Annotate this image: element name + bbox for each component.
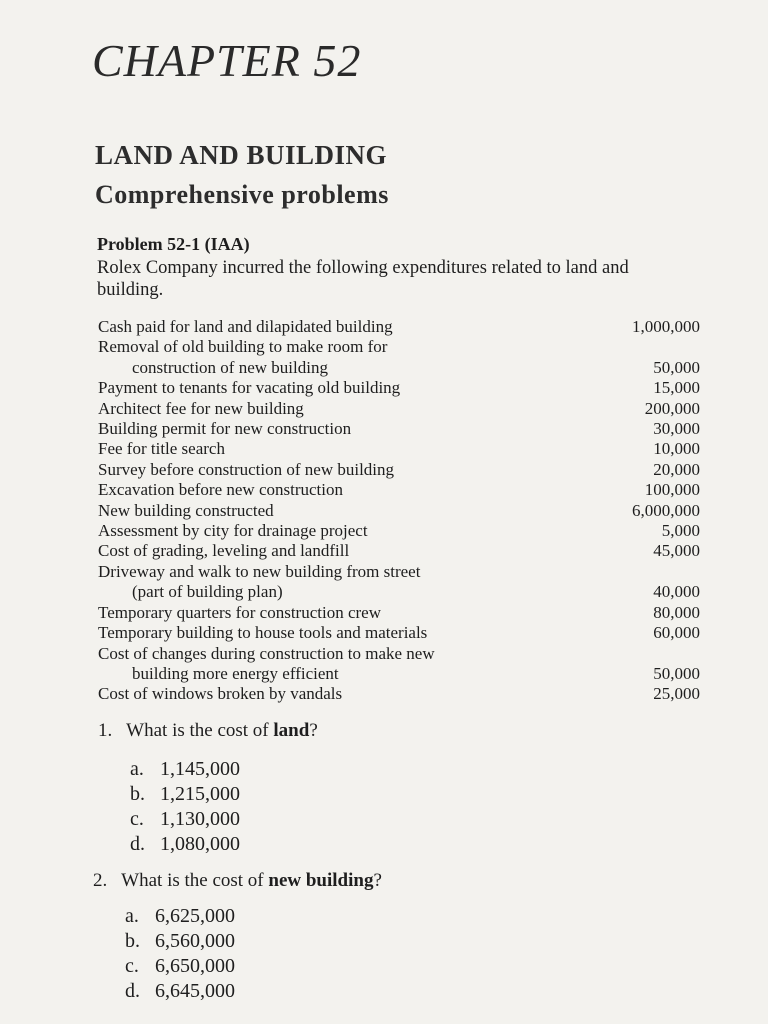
expenditure-description: Building permit for new construction	[98, 419, 352, 439]
question-suffix: ?	[373, 870, 382, 891]
expenditure-description: Temporary building to house tools and materials	[98, 623, 428, 643]
expenditure-description: New building constructed	[98, 500, 274, 520]
choice-letter: b.	[130, 783, 145, 805]
choice-letter: d.	[125, 980, 140, 1002]
expenditure-description: Cost of grading, leveling and landfill	[98, 541, 350, 561]
expenditure-amount: 5,000	[661, 521, 700, 541]
expenditure-description: Architect fee for new building	[98, 398, 304, 418]
question-emphasis: new building	[268, 870, 374, 891]
expenditure-amount: 50,000	[653, 663, 700, 683]
expenditure-row	[98, 541, 706, 561]
expenditure-description: Payment to tenants for vacating old building	[98, 378, 401, 398]
expenditure-description: Cost of changes during construction to make new	[98, 643, 435, 663]
expenditure-row	[98, 644, 706, 664]
question-emphasis: land	[273, 720, 310, 741]
question-suffix: ?	[309, 720, 318, 741]
expenditure-amount: 45,000	[653, 541, 700, 561]
expenditure-description: Excavation before new construction	[98, 480, 343, 500]
expenditure-row	[98, 317, 706, 337]
question-text: What is the cost of	[121, 870, 269, 891]
choice-value: 1,080,000	[160, 833, 240, 855]
expenditure-description: Temporary quarters for construction crew	[98, 602, 381, 622]
expenditure-amount: 15,000	[653, 378, 700, 398]
question-1-choices	[130, 757, 240, 857]
expenditure-amount: 80,000	[653, 602, 700, 622]
choice-letter: a.	[125, 905, 139, 927]
choice-value: 1,130,000	[160, 808, 240, 830]
expenditure-row	[98, 358, 706, 378]
answer-choice	[130, 832, 240, 857]
question-text: What is the cost of	[126, 720, 274, 741]
expenditure-amount: 1,000,000	[632, 317, 700, 336]
expenditure-row	[98, 378, 706, 398]
expenditure-description: construction of new building	[132, 357, 328, 377]
expenditure-description: (part of building plan)	[132, 582, 283, 602]
expenditure-row	[98, 562, 706, 582]
choice-letter: c.	[130, 808, 144, 830]
expenditure-amount: 40,000	[653, 582, 700, 602]
expenditure-row	[98, 521, 706, 541]
choice-value: 6,625,000	[155, 905, 235, 927]
expenditure-description: Survey before construction of new building	[98, 459, 395, 479]
expenditure-description: Assessment by city for drainage project	[98, 521, 368, 541]
question-number: 2.	[93, 870, 108, 891]
answer-choice	[125, 979, 235, 1004]
expenditure-amount: 20,000	[653, 459, 700, 479]
expenditure-row	[98, 623, 706, 643]
expenditure-row	[98, 460, 706, 480]
question-2-choices	[125, 904, 235, 1004]
question-2	[93, 870, 382, 892]
expenditure-amount: 10,000	[653, 439, 700, 459]
expenditure-row	[98, 603, 706, 623]
expenditure-row	[98, 480, 706, 500]
expenditure-amount: 100,000	[644, 480, 700, 500]
answer-choice	[130, 782, 240, 807]
answer-choice	[125, 954, 235, 979]
question-1	[98, 720, 318, 742]
expenditure-row	[98, 439, 706, 459]
question-number: 1.	[98, 720, 113, 741]
expenditure-amount: 60,000	[653, 623, 700, 643]
expenditure-description: Cost of windows broken by vandals	[98, 684, 343, 704]
choice-letter: c.	[125, 955, 139, 977]
problem-intro: Rolex Company incurred the following expenditures related to land and building.	[97, 258, 629, 300]
expenditure-row	[98, 337, 706, 357]
expenditure-row	[98, 582, 706, 602]
expenditure-amount: 30,000	[653, 419, 700, 439]
answer-choice	[125, 929, 235, 954]
problem-label: Problem 52-1 (IAA)	[97, 234, 250, 254]
section-subtitle: Comprehensive problems	[95, 180, 389, 209]
expenditure-row	[98, 419, 706, 439]
expenditure-list	[98, 317, 706, 705]
expenditure-amount: 50,000	[653, 357, 700, 377]
expenditure-amount: 25,000	[653, 684, 700, 704]
chapter-heading: CHAPTER 52	[92, 35, 362, 86]
expenditure-row	[98, 501, 706, 521]
choice-value: 6,560,000	[155, 930, 235, 952]
expenditure-description: Cash paid for land and dilapidated building	[98, 317, 393, 336]
expenditure-description: Removal of old building to make room for	[98, 337, 388, 357]
expenditure-description: building more energy efficient	[132, 663, 339, 683]
answer-choice	[130, 807, 240, 832]
choice-value: 6,645,000	[155, 980, 235, 1002]
expenditure-description: Fee for title search	[98, 439, 225, 459]
answer-choice	[130, 757, 240, 782]
expenditure-description: Driveway and walk to new building from street	[98, 561, 421, 581]
expenditure-row	[98, 399, 706, 419]
answer-choice	[125, 904, 235, 929]
expenditure-row	[98, 664, 706, 684]
section-title: LAND AND BUILDING	[95, 140, 388, 170]
choice-value: 6,650,000	[155, 955, 235, 977]
choice-letter: b.	[125, 930, 140, 952]
choice-value: 1,145,000	[160, 758, 240, 780]
expenditure-amount: 200,000	[644, 398, 700, 418]
expenditure-row	[98, 684, 706, 704]
choice-letter: a.	[130, 758, 144, 780]
choice-letter: d.	[130, 833, 145, 855]
choice-value: 1,215,000	[160, 783, 240, 805]
expenditure-amount: 6,000,000	[632, 500, 700, 520]
